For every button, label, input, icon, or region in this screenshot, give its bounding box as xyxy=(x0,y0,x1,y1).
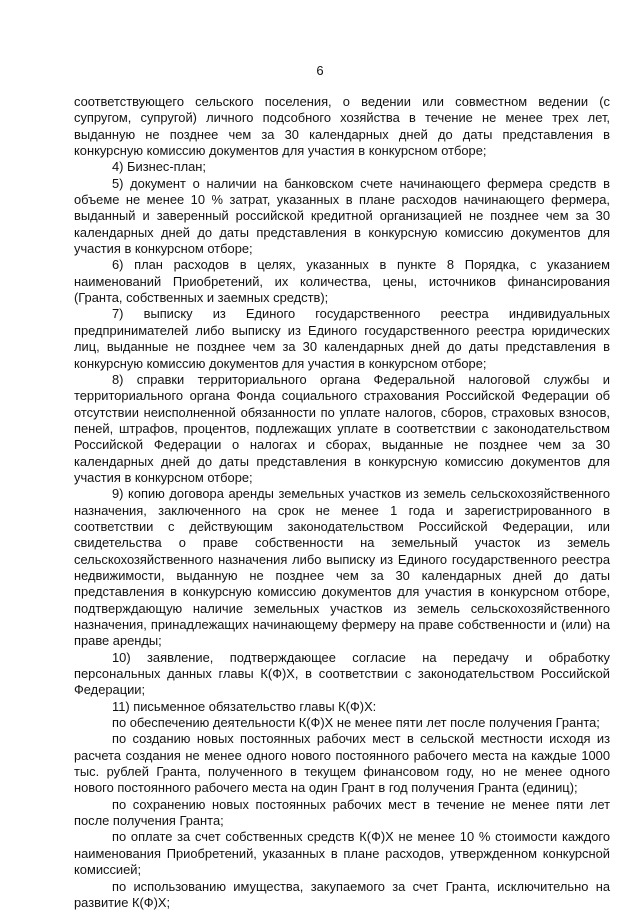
paragraph: 8) справки территориального органа Федеральной налоговой службы и территориального органа Фонда социального страхования Российской Федерации об отсутствии неисполненной обязанности по уплате налогов, сборов, страховых взносов, пеней, штрафов, процентов, подлежащих уплате в соответствии с законодательством Российской Федерации о налогах и сборах, выданные не позднее чем за 30 календарных дней до даты представления в конкурсную комиссию документов для участия в конкурсном отборе; xyxy=(74,372,610,486)
paragraph: 10) заявление, подтверждающее согласие на передачу и обработку персональных данных главы К(Ф)Х, в соответствии с законодательством Российской Федерации; xyxy=(74,650,610,699)
paragraph: 7) выписку из Единого государственного реестра индивидуальных предпринимателей либо выписку из Единого государственного реестра юридических лиц, выданные не позднее чем за 30 календарных дней до даты представления в конкурсную комиссию документов для участия в конкурсном отборе; xyxy=(74,306,610,371)
paragraph: 6) план расходов в целях, указанных в пункте 8 Порядка, с указанием наименований Приобретений, их количества, цены, источников финансирования (Гранта, собственных и заемных средств); xyxy=(74,257,610,306)
paragraph: по сохранению новых постоянных рабочих мест в течение не менее пяти лет после получения Гранта; xyxy=(74,797,610,830)
paragraph: 11) письменное обязательство главы К(Ф)Х: xyxy=(74,699,610,715)
paragraph: 4) Бизнес-план; xyxy=(74,159,610,175)
paragraph: по оплате за счет собственных средств К(Ф)Х не менее 10 % стоимости каждого наименования Приобретений, указанных в плане расходов, утвержденном конкурсной комиссией; xyxy=(74,829,610,878)
paragraph: соответствующего сельского поселения, о ведении или совместном ведении (с супругом, супругой) личного подсобного хозяйства в течение не менее трех лет, выданную не позднее чем за 30 календарных дней до даты представления в конкурсную комиссию документов для участия в конкурсном отборе; xyxy=(74,94,610,159)
document-body xyxy=(74,94,610,911)
paragraph: по созданию новых постоянных рабочих мест в сельской местности исходя из расчета создания не менее одного нового постоянного рабочего места на каждые 1000 тыс. рублей Гранта, полученного в текущем финансовом году, но не менее одного нового постоянного рабочего места на один Грант в год получения Гранта (единиц); xyxy=(74,731,610,796)
paragraph: по обеспечению деятельности К(Ф)Х не менее пяти лет после получения Гранта; xyxy=(74,715,610,731)
page-number: 6 xyxy=(0,63,640,79)
paragraph: 9) копию договора аренды земельных участков из земель сельскохозяйственного назначения, заключенного на срок не менее 1 года и зарегистрированного в соответствии с действующим законодательством Российской Федерации, или свидетельства о праве собственности на земельный участок из земель сельскохозяйственного назначения либо выписку из Единого государственного реестра недвижимости, выданную не позднее чем за 30 календарных дней до даты представления в конкурсную комиссию документов для участия в конкурсном отборе, подтверждающую наличие земельных участков из земель сельскохозяйственного назначения, принадлежащих начинающему фермеру на праве собственности и (или) на праве аренды; xyxy=(74,486,610,649)
paragraph: по использованию имущества, закупаемого за счет Гранта, исключительно на развитие К(Ф)Х; xyxy=(74,879,610,911)
paragraph: 5) документ о наличии на банковском счете начинающего фермера средств в объеме не менее 10 % затрат, указанных в плане расходов начинающего фермера, выданный и заверенный российской кредитной организацией не позднее чем за 30 календарных дней до даты представления в конкурсную комиссию документов для участия в конкурсном отборе; xyxy=(74,176,610,258)
